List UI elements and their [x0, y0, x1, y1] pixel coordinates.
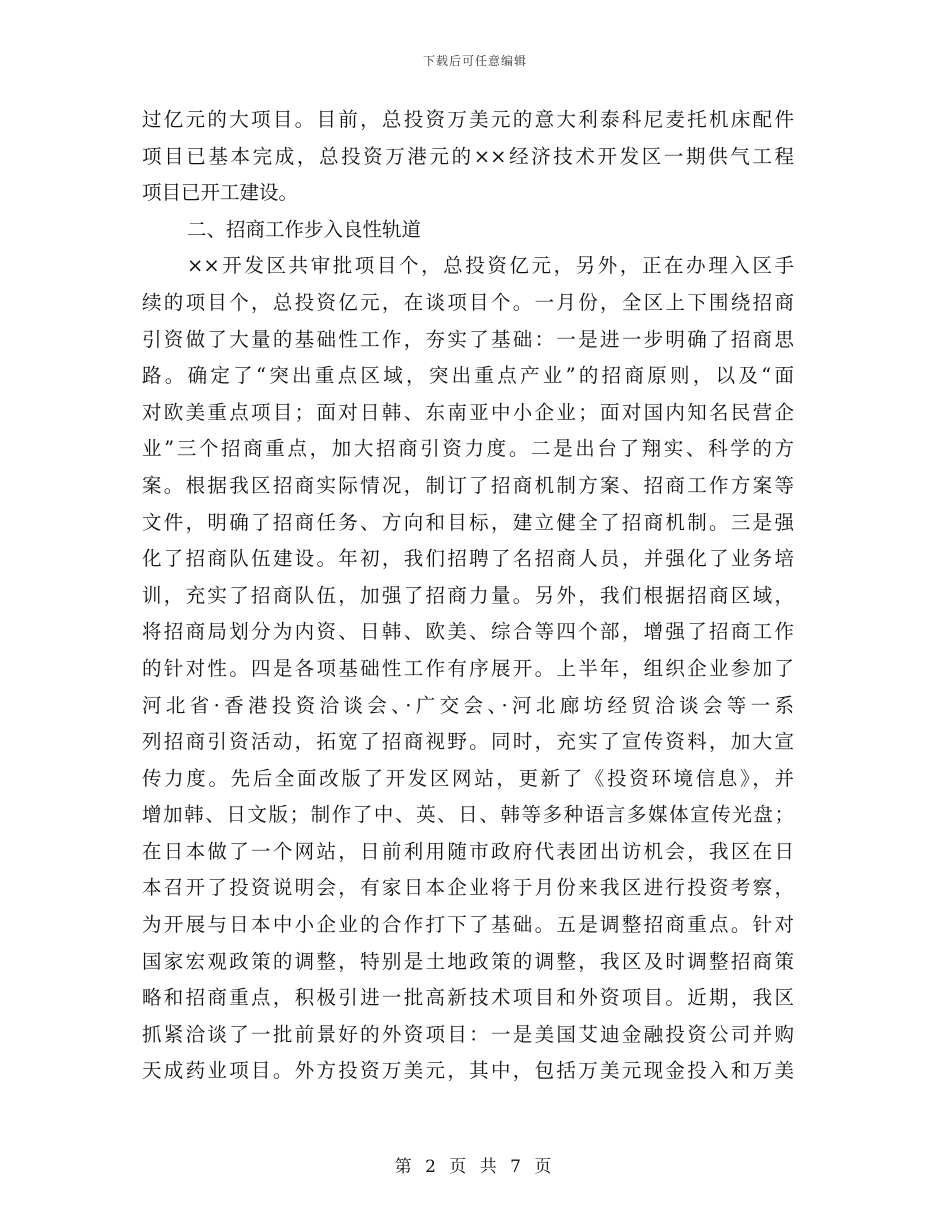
text-line: 河北省·香港投资洽谈会、·广交会、·河北廊坊经贸洽谈会等一系	[142, 693, 794, 717]
text-line: 列招商引资活动，拓宽了招商视野。同时，充实了宣传资料，加大宣	[142, 730, 794, 754]
section-heading: 二、招商工作步入良性轨道	[187, 217, 422, 241]
text-line: 本召开了投资说明会，有家日本企业将于月份来我区进行投资考察，	[142, 876, 794, 900]
text-line: 略和招商重点，积极引进一批高新技术项目和外资项目。近期，我区	[142, 986, 794, 1010]
text-line: 增加韩、日文版；制作了中、英、日、韩等多种语言多媒体宣传光盘；	[142, 803, 794, 827]
text-line: ××开发区共审批项目个，总投资亿元，另外，正在办理入区手	[187, 254, 794, 278]
text-line: 在日本做了一个网站，日前利用随市政府代表团出访机会，我区在日	[142, 839, 794, 863]
text-line: 的针对性。四是各项基础性工作有序展开。上半年，组织企业参加了	[142, 656, 794, 680]
text-line: 化了招商队伍建设。年初，我们招聘了名招商人员，并强化了业务培	[142, 547, 794, 571]
document-body	[142, 102, 794, 1090]
text-line: 将招商局划分为内资、日韩、欧美、综合等四个部，增强了招商工作	[142, 620, 794, 644]
text-line: 引资做了大量的基础性工作，夯实了基础：一是进一步明确了招商思	[142, 327, 794, 351]
text-line: 续的项目个，总投资亿元，在谈项目个。一月份，全区上下围绕招商	[142, 290, 794, 314]
text-line: 过亿元的大项目。目前，总投资万美元的意大利泰科尼麦托机床配件	[142, 108, 794, 131]
text-line: 项目已基本完成，总投资万港元的××经济技术开发区一期供气工程	[142, 144, 794, 168]
text-line: 案。根据我区招商实际情况，制订了招商机制方案、招商工作方案等	[142, 473, 794, 497]
text-line: 训，充实了招商队伍，加强了招商力量。另外，我们根据招商区域，	[142, 583, 794, 607]
text-line: 国家宏观政策的调整，特别是土地政策的调整，我区及时调整招商策	[142, 949, 794, 973]
text-line: 文件，明确了招商任务、方向和目标，建立健全了招商机制。三是强	[142, 510, 794, 534]
page-number: 第 2 页 共 7 页	[394, 1157, 556, 1177]
text-line: 业”三个招商重点，加大招商引资力度。二是出台了翔实、科学的方	[142, 437, 794, 461]
text-line: 路。确定了“突出重点区域，突出重点产业”的招商原则，以及“面	[142, 364, 794, 388]
text-line: 对欧美重点项目；面对日韩、东南亚中小企业；面对国内知名民营企	[142, 400, 794, 424]
text-line: 为开展与日本中小企业的合作打下了基础。五是调整招商重点。针对	[142, 913, 794, 937]
page-header-note: 下载后可任意编辑	[422, 54, 527, 68]
text-line: 天成药业项目。外方投资万美元，其中，包括万美元现金投入和万美	[142, 1059, 794, 1083]
text-line: 传力度。先后全面改版了开发区网站，更新了《投资环境信息》，并	[142, 766, 794, 790]
text-line: 项目已开工建设。	[142, 181, 299, 205]
text-line: 抓紧洽谈了一批前景好的外资项目：一是美国艾迪金融投资公司并购	[142, 1022, 794, 1046]
